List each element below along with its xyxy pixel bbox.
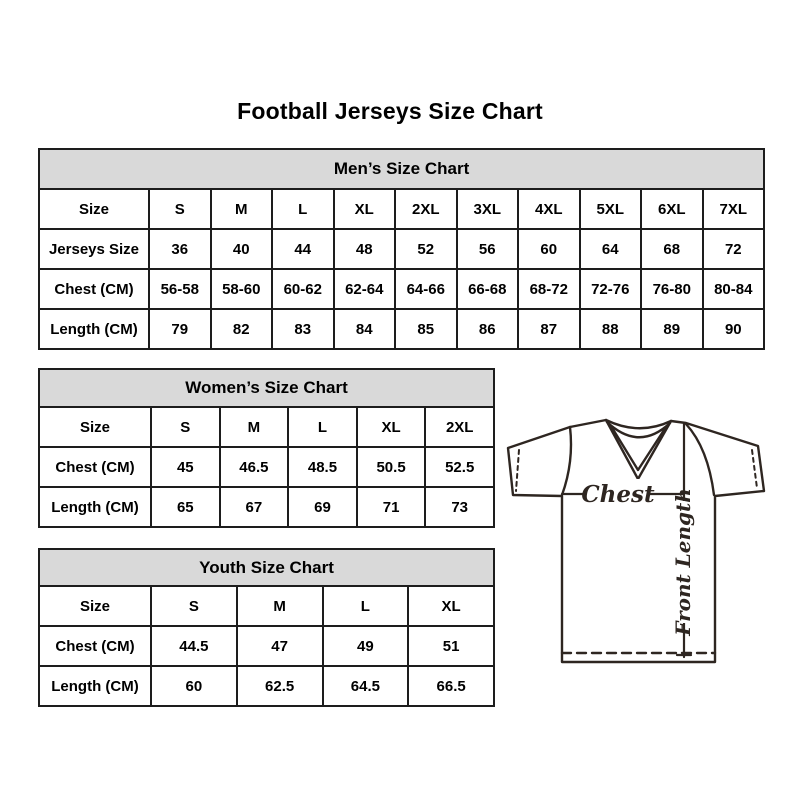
men-value-cell: 60 (518, 229, 580, 269)
youth-table-row (39, 626, 494, 666)
men-value-cell: 56-58 (149, 269, 211, 309)
women-value-cell: XL (357, 407, 426, 447)
women-value-cell: M (220, 407, 289, 447)
men-value-cell: 64-66 (395, 269, 457, 309)
women-row-label: Size (39, 407, 151, 447)
women-table-row (39, 407, 494, 447)
women-value-cell: 71 (357, 487, 426, 527)
men-value-cell: 80-84 (703, 269, 765, 309)
men-value-cell: 82 (211, 309, 273, 349)
youth-table-header-row (39, 549, 494, 586)
women-value-cell: 45 (151, 447, 220, 487)
men-value-cell: L (272, 189, 334, 229)
men-value-cell: 6XL (641, 189, 703, 229)
men-table-row (39, 189, 764, 229)
youth-value-cell: M (237, 586, 323, 626)
men-value-cell: 86 (457, 309, 519, 349)
men-row-label: Chest (CM) (39, 269, 149, 309)
women-value-cell: 2XL (425, 407, 494, 447)
men-row-label: Size (39, 189, 149, 229)
men-value-cell: 79 (149, 309, 211, 349)
men-value-cell: 52 (395, 229, 457, 269)
men-value-cell: 66-68 (457, 269, 519, 309)
women-value-cell: 69 (288, 487, 357, 527)
men-value-cell: 3XL (457, 189, 519, 229)
men-table-row (39, 309, 764, 349)
youth-table-row (39, 586, 494, 626)
men-table-row (39, 229, 764, 269)
youth-row-label: Length (CM) (39, 666, 151, 706)
men-value-cell: 68-72 (518, 269, 580, 309)
men-value-cell: 88 (580, 309, 642, 349)
youth-value-cell: L (323, 586, 409, 626)
men-value-cell: 85 (395, 309, 457, 349)
women-row-label: Chest (CM) (39, 447, 151, 487)
men-value-cell: 83 (272, 309, 334, 349)
youth-value-cell: 47 (237, 626, 323, 666)
youth-value-cell: 51 (408, 626, 494, 666)
men-value-cell: 7XL (703, 189, 765, 229)
men-value-cell: 90 (703, 309, 765, 349)
men-row-label: Length (CM) (39, 309, 149, 349)
youth-value-cell: 66.5 (408, 666, 494, 706)
women-value-cell: 52.5 (425, 447, 494, 487)
men-value-cell: 48 (334, 229, 396, 269)
women-value-cell: S (151, 407, 220, 447)
mens-table-title: Men’s Size Chart (39, 149, 764, 189)
mens-size-table (38, 148, 765, 350)
men-value-cell: S (149, 189, 211, 229)
men-value-cell: 62-64 (334, 269, 396, 309)
men-table-row (39, 269, 764, 309)
chest-label: Chest (581, 481, 655, 508)
women-row-label: Length (CM) (39, 487, 151, 527)
men-row-label: Jerseys Size (39, 229, 149, 269)
front-length-label: Front Length (671, 488, 695, 636)
jersey-diagram (500, 400, 772, 682)
men-value-cell: 72-76 (580, 269, 642, 309)
womens-table-title: Women’s Size Chart (39, 369, 494, 407)
youth-value-cell: S (151, 586, 237, 626)
women-value-cell: 46.5 (220, 447, 289, 487)
men-value-cell: 72 (703, 229, 765, 269)
mens-table-header-row (39, 149, 764, 189)
men-value-cell: 4XL (518, 189, 580, 229)
women-table-row (39, 487, 494, 527)
men-value-cell: 89 (641, 309, 703, 349)
men-value-cell: 76-80 (641, 269, 703, 309)
men-value-cell: 44 (272, 229, 334, 269)
men-value-cell: 58-60 (211, 269, 273, 309)
womens-size-table (38, 368, 495, 528)
youth-value-cell: 49 (323, 626, 409, 666)
youth-size-table (38, 548, 495, 707)
men-value-cell: XL (334, 189, 396, 229)
youth-value-cell: XL (408, 586, 494, 626)
men-value-cell: 40 (211, 229, 273, 269)
women-value-cell: 67 (220, 487, 289, 527)
men-value-cell: 84 (334, 309, 396, 349)
youth-value-cell: 64.5 (323, 666, 409, 706)
men-value-cell: 56 (457, 229, 519, 269)
women-value-cell: 73 (425, 487, 494, 527)
page-title: Football Jerseys Size Chart (237, 98, 543, 124)
women-value-cell: 48.5 (288, 447, 357, 487)
women-value-cell: L (288, 407, 357, 447)
men-value-cell: 68 (641, 229, 703, 269)
men-value-cell: 64 (580, 229, 642, 269)
youth-value-cell: 62.5 (237, 666, 323, 706)
women-value-cell: 50.5 (357, 447, 426, 487)
men-value-cell: 2XL (395, 189, 457, 229)
men-value-cell: M (211, 189, 273, 229)
jersey-outline (508, 420, 764, 662)
youth-table-row (39, 666, 494, 706)
collar-arc-outer (606, 420, 671, 428)
youth-row-label: Chest (CM) (39, 626, 151, 666)
men-value-cell: 5XL (580, 189, 642, 229)
women-value-cell: 65 (151, 487, 220, 527)
men-value-cell: 60-62 (272, 269, 334, 309)
youth-table-title: Youth Size Chart (39, 549, 494, 586)
youth-value-cell: 60 (151, 666, 237, 706)
men-value-cell: 36 (149, 229, 211, 269)
youth-row-label: Size (39, 586, 151, 626)
womens-table-header-row (39, 369, 494, 407)
women-table-row (39, 447, 494, 487)
men-value-cell: 87 (518, 309, 580, 349)
youth-value-cell: 44.5 (151, 626, 237, 666)
